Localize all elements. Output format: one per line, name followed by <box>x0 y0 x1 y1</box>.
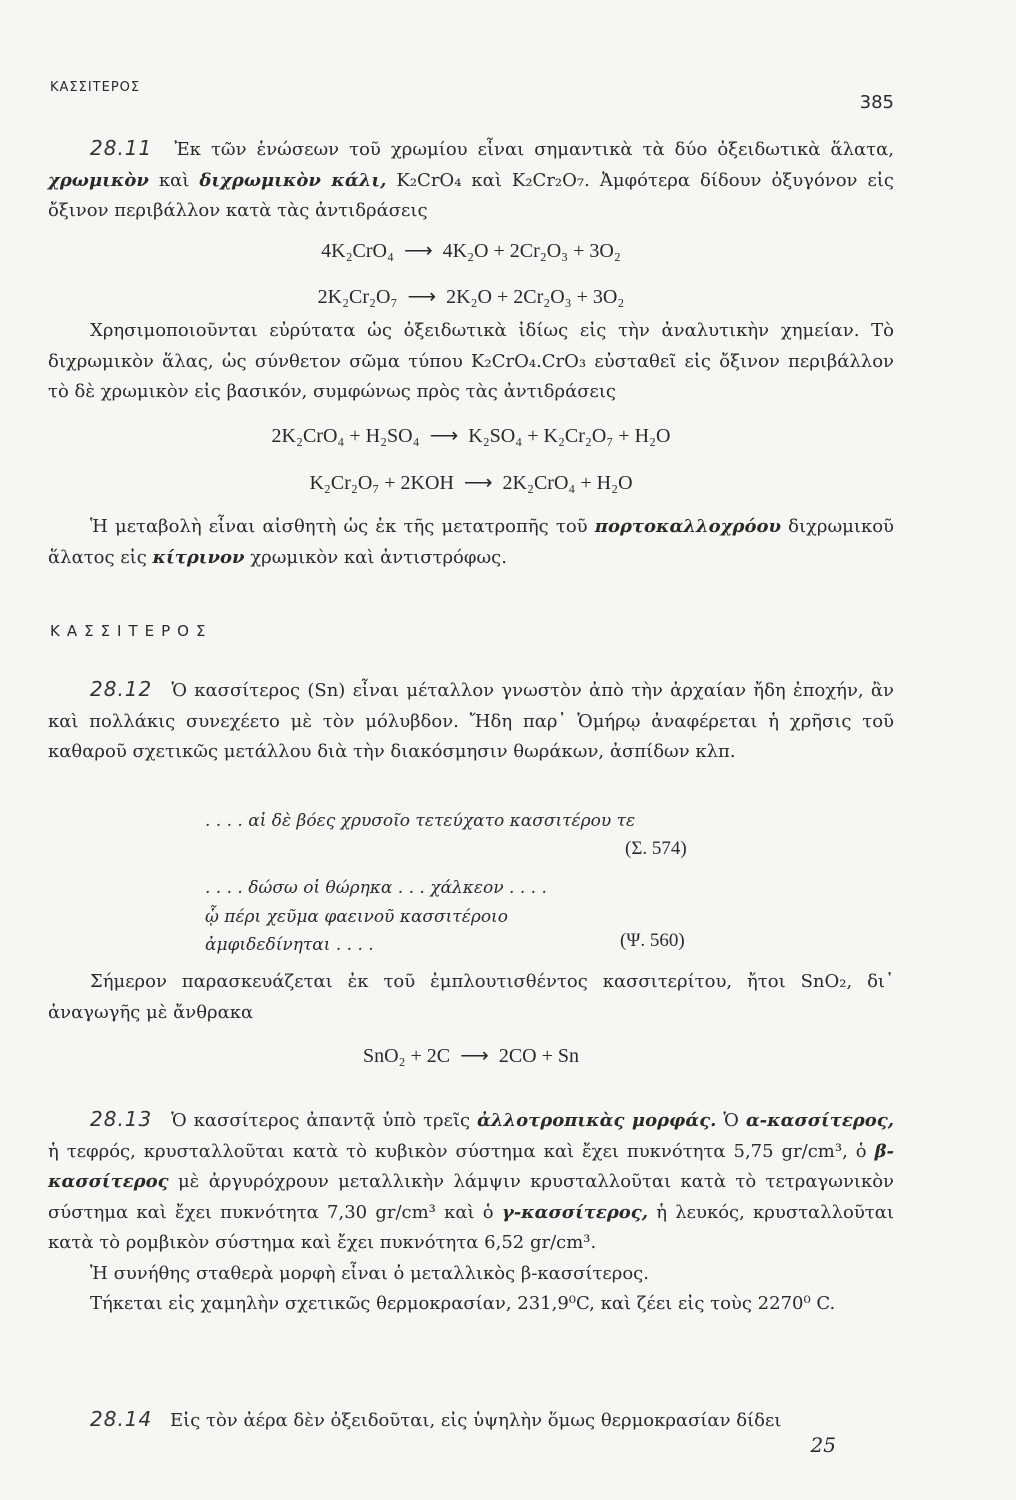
paragraph-text: Τήκεται εἰς χαμηλὴν σχετικῶς θερμοκρασίαν, 231,9⁰C, καὶ ζέει εἰς τοὺς 2270⁰ C. <box>90 1293 836 1314</box>
text: χρωμικὸν καὶ ἀντιστρόφως. <box>250 546 507 568</box>
paragraph-text <box>48 512 894 573</box>
bold-term: χρωμικὸν <box>48 169 149 191</box>
section-number: 28.11 <box>90 136 153 160</box>
section-28-11 <box>48 133 894 227</box>
text: Ὁ <box>723 1110 739 1131</box>
bold-term: διχρωμικὸν κάλι, <box>199 169 387 191</box>
paragraph <box>48 133 894 227</box>
bold-term: κίτρινον <box>152 546 245 568</box>
bold-term: β-κασσίτερος <box>48 1140 894 1192</box>
text: K₂CrO₄ καὶ K₂Cr₂O₇. Ἀμφότερα δίδουν ὀξυγόνον εἰς ὄξινον περιβάλλον κατὰ τὰς ἀντιδράσεις <box>48 169 894 221</box>
section-28-13 <box>48 1104 894 1320</box>
text: καὶ <box>158 169 190 191</box>
section-number: 28.12 <box>90 677 153 701</box>
text: Ὁ κασσίτερος (Sn) εἶναι μέταλλον γνωστὸν ἀπὸ τὴν ἀρχαίαν ἤδη ἐποχήν, ἂν καὶ πολλάκις συνεχέετο μὲ τὸν μόλυβδον. Ἤδη παρ᾽ Ὁμήρῳ ἀναφέρεται ἡ χρῆσις τοῦ καθαροῦ σχετικῶς μετάλλου διὰ τὴν διακόσμησιν θωράκων, ἀσπίδων κλπ. <box>48 680 894 762</box>
text: Ἐκ τῶν ἑνώσεων τοῦ χρωμίου εἶναι σημαντικὰ τὰ δύο ὀξειδωτικὰ ἅλατα, <box>174 139 894 160</box>
text: μὲ ἀργυρόχρουν μεταλλικὴν λάμψιν κρυσταλλοῦται κατὰ τὸ τετραγωνικὸν σύστημα καὶ ἔχει πυκνότητα 7,30 gr/cm³ καὶ ὁ <box>48 1171 894 1223</box>
equation: 4K₂CrO₄ ⟶ 4K₂O + 2Cr₂O₃ + 3O₂ <box>321 240 621 262</box>
paragraph-text: Σήμερον παρασκευάζεται ἐκ τοῦ ἐμπλουτισθέντος κασσιτερίτου, ἤτοι SnO₂, δι᾽ ἀναγωγῆς μὲ ἄνθρακα <box>48 971 894 1023</box>
text: Ὁ κασσίτερος ἀπαντᾷ ὑπὸ τρεῖς <box>171 1110 471 1131</box>
section-28-14 <box>48 1404 894 1437</box>
text: Ἡ μεταβολὴ εἶναι αἰσθητὴ ὡς ἐκ τῆς μετατροπῆς τοῦ <box>90 516 588 537</box>
paragraph-text: Χρησιμοποιοῦνται εὐρύτατα ὡς ὀξειδωτικὰ ἰδίως εἰς τὴν ἀναλυτικὴν χημείαν. Τὸ διχρωμικὸν ἅλας, ὡς σύνθετον σῶμα τύπου K₂CrO₄.CrO₃ εὐσταθεῖ εἰς ὄξινον περιβάλλον τὸ δὲ χρωμικὸν εἰς βασικόν, συμφώνως πρὸς τὰς ἀντιδράσεις <box>48 320 894 402</box>
signature-mark: 25 <box>810 1433 836 1457</box>
quote-line: . . . . αἱ δὲ βόες χρυσοῖο τετεύχατο κασσιτέρου τε <box>205 811 636 831</box>
text: διχρωμικοῦ ἅλατος εἰς <box>48 516 894 568</box>
equation: K₂Cr₂O₇ + 2KOH ⟶ 2K₂CrO₄ + H₂O <box>309 472 633 494</box>
equation: 2K₂Cr₂O₇ ⟶ 2K₂O + 2Cr₂O₃ + 3O₂ <box>317 286 625 308</box>
quote-reference: (Σ. 574) <box>625 838 687 859</box>
equation: SnO₂ + 2C ⟶ 2CO + Sn <box>362 1045 579 1067</box>
quote-reference: (Ψ. 560) <box>620 930 685 951</box>
bold-term: α-κασσίτερος, <box>745 1110 894 1131</box>
paragraph <box>48 1404 894 1437</box>
text: ἡ τεφρός, κρυσταλλοῦται κατὰ τὸ κυβικὸν σύστημα καὶ ἔχει πυκνότητα 5,75 gr/cm³, ὁ <box>48 1140 867 1162</box>
paragraph-text: Ἡ συνήθης σταθερὰ μορφὴ εἶναι ὁ μεταλλικὸς β-κασσίτερος. <box>90 1262 649 1284</box>
quote-line: ἀμφιδεδίνηται . . . . <box>205 935 374 955</box>
bold-term: γ-κασσίτερος, <box>501 1201 649 1223</box>
equation: 2K₂CrO₄ + H₂SO₄ ⟶ K₂SO₄ + K₂Cr₂O₇ + H₂O <box>271 425 671 447</box>
text: ἡ λευκός, κρυσταλλοῦται κατὰ τὸ ρομβικὸν σύστημα καὶ ἔχει πυκνότητα 6,52 gr/cm³. <box>48 1201 894 1253</box>
paragraph <box>48 1104 894 1259</box>
bold-term: πορτοκαλλοχρόου <box>594 516 781 537</box>
paragraph <box>48 512 894 573</box>
paragraph <box>48 674 894 768</box>
paragraph <box>48 967 894 1028</box>
bold-term: ἀλλοτροπικὰς μορφάς. <box>477 1110 717 1131</box>
quote-line: . . . . δώσω οἱ θώρηκα . . . χάλκεον . . . . <box>205 878 547 898</box>
section-28-12 <box>48 674 894 768</box>
section-heading: ΚΑΣΣΙΤΕΡΟΣ <box>50 622 213 640</box>
page-number: 385 <box>859 92 894 113</box>
section-number: 28.14 <box>90 1407 153 1431</box>
section-number: 28.13 <box>90 1107 153 1131</box>
running-head: ΚΑΣΣΙΤΕΡΟΣ <box>50 80 141 95</box>
text: Εἰς τὸν ἀέρα δὲν ὀξειδοῦται, εἰς ὑψηλὴν ὅμως θερμοκρασίαν δίδει <box>170 1410 782 1431</box>
paragraph <box>48 316 894 408</box>
quote-line: ᾧ πέρι χεῦμα φαεινοῦ κασσιτέροιο <box>205 907 508 927</box>
